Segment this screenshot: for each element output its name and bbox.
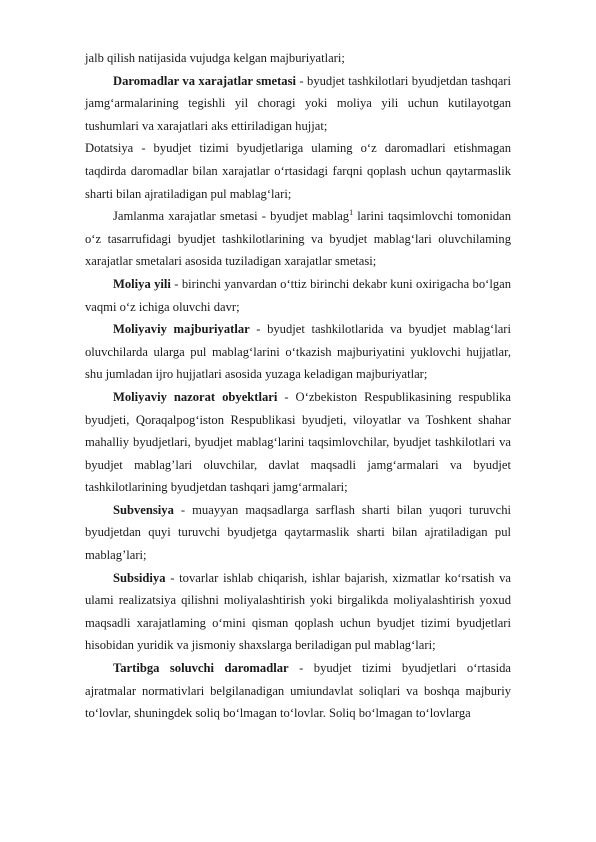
term-label: Moliyaviy majburiyatlar [113,322,250,337]
term-label: Tartibga soluvchi daromadlar [113,661,289,676]
document-page [85,47,511,725]
definition-text: - tovarlar ishlab chiqarish, ishlar bajarish, xizmatlar ko‘rsatish va ulami realizatsiya qilishni moliyalashtirish yoki birgalikda moliyalashtirish yoxud maqsadli xarajatlaming o‘mini qisman qoplash uchun byudjet tizimi byudjetlari hisobidan yuridik va jismoniy shaxslarga beriladigan pul mablag‘lari; [85,570,511,653]
definition-text: - birinchi yanvardan o‘ttiz birinchi dekabr kuni oxirigacha bo‘lgan vaqmi o‘z ichiga oluvchi davr; [85,276,512,314]
paragraph-text: Dotatsiya - byudjet tizimi byudjetlariga ulaming o‘z daromadlari etishmagan taqdirda daromadlar bilan xarajatlar o‘rtasidagi farqni qoplash uchun qaytarmaslik sharti bilan ajratiladigan pul mablag‘lari; [85,141,511,201]
definition-text: - byudjet tashkilotlari byudjetdan tashqari jamg‘armalarining tegishli yil choragi yoki moliya yili uchun kutilayotgan tushumlari va xarajatlari aks ettiriladigan hujjat; [85,73,511,133]
definition-text: - byudjet tashkilotlarida va byudjet mablag‘lari oluvchilarda ularga pul mablag‘larini o‘tkazish majburiyatini yuklovchi hujjatlar, shu jumladan ijro hujjatlari asosida yuzaga keladigan majburiyatlar; [85,322,511,382]
term-label: Subvensiya [113,502,174,517]
term-label: Subsidiya [113,570,166,585]
paragraph-nazorat-obyektlari [85,386,511,499]
paragraph-text: jalb qilish natijasida vujudga kelgan majburiyatlari; [85,51,345,65]
paragraph-daromadlar-smetasi [85,70,511,138]
paragraph-majburiyatlar [85,47,511,70]
paragraph-subvensiya [85,499,511,567]
term-label: Daromadlar va xarajatlar smetasi [113,73,297,88]
definition-text: - O‘zbekiston Respublikasining respublika byudjeti, Qoraqalpog‘iston Respublikasi byudjeti, viloyatlar va Toshkent shahar mahalliy byudjetlari, byudjet mablag‘larini taqsimlovchilar, byudjet tashkilotlari va byudjet mablag’lari oluvchilar, davlat maqsadli jamg‘armalari va byudjet tashkilotlarining byudjetdan tashqari jamg‘armalari; [85,389,512,495]
term-label: Moliyaviy nazorat obyektlari [113,389,278,404]
paragraph-moliyaviy-majburiyatlar [85,318,511,386]
term-label: Moliya yili [113,276,171,291]
paragraph-subsidiya [85,567,511,657]
paragraph-text-continued: larini taqsimlovchi tomonidan o‘z tasarrufidagi byudjet tashkilotlarining va byudjet mablag‘lari oluvchilaming xarajatlar smetalari asosida tuziladigan xarajatlar smetasi; [85,209,512,269]
definition-text: - muayyan maqsadlarga sarflash sharti bilan yuqori turuvchi byudjetdan quyi turuvchi byudjetga qaytarmaslik sharti bilan ajratiladigan pul mablag’lari; [85,502,511,563]
paragraph-text: Jamlanma xarajatlar smetasi - byudjet mablag [113,209,350,224]
paragraph-jamlanma-smeta [85,205,511,273]
definition-text: - byudjet tizimi byudjetlari o‘rtasida ajratmalar normativlari belgilanadigan umiundavlat soliqlari va boshqa majburiy to‘lovlar, shuningdek soliq bo‘lmagan to‘lovlar. Soliq bo‘lmagan to‘lovlarga [85,661,511,721]
paragraph-moliya-yili [85,273,511,318]
paragraph-tartibga-soluvchi [85,657,511,725]
paragraph-dotatsiya [85,137,511,205]
footnote-marker: 1 [349,207,354,217]
